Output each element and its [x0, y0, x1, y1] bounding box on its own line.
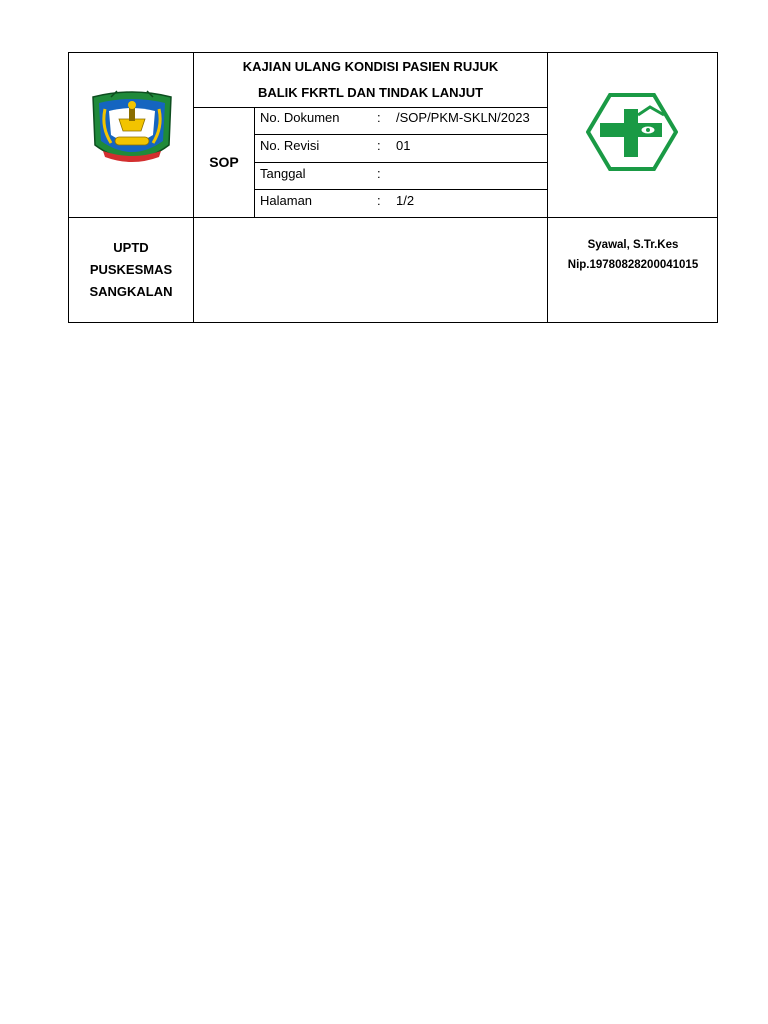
- page-label: Halaman: [260, 193, 313, 208]
- separator: :: [377, 110, 381, 125]
- doc-number-row: [255, 107, 547, 134]
- org-line-1: UPTD: [113, 240, 149, 255]
- page-row: [255, 190, 547, 217]
- title-line-2: BALIK FKRTL DAN TINDAK LANJUT: [257, 85, 484, 100]
- separator: :: [377, 138, 381, 153]
- signatory-nip: Nip.19780828200041015: [567, 259, 699, 271]
- signatory-name: Syawal, S.Tr.Kes: [587, 239, 679, 251]
- date-row: [255, 163, 547, 190]
- separator: :: [377, 193, 381, 208]
- page-value: 1/2: [396, 193, 415, 208]
- date-label: Tanggal: [260, 166, 306, 181]
- revision-label: No. Revisi: [260, 138, 320, 153]
- sop-label: SOP: [209, 154, 239, 170]
- org-line-3: SANGKALAN: [89, 284, 173, 299]
- separator: :: [377, 166, 381, 181]
- revision-value: 01: [396, 138, 411, 153]
- puskesmas-logo-icon: [586, 93, 678, 171]
- doc-number-value: /SOP/PKM-SKLN/2023: [396, 110, 530, 125]
- sop-header-table: [68, 52, 718, 323]
- organization-name: [69, 217, 193, 323]
- document-title: [194, 53, 547, 107]
- title-line-1: KAJIAN ULANG KONDISI PASIEN RUJUK: [242, 59, 499, 74]
- regional-emblem-icon: [89, 89, 175, 173]
- doc-number-label: No. Dokumen: [260, 110, 340, 125]
- approval-area: [194, 218, 547, 323]
- revision-row: [255, 135, 547, 162]
- signatory-block: [548, 217, 718, 323]
- org-line-2: PUSKESMAS: [89, 262, 173, 277]
